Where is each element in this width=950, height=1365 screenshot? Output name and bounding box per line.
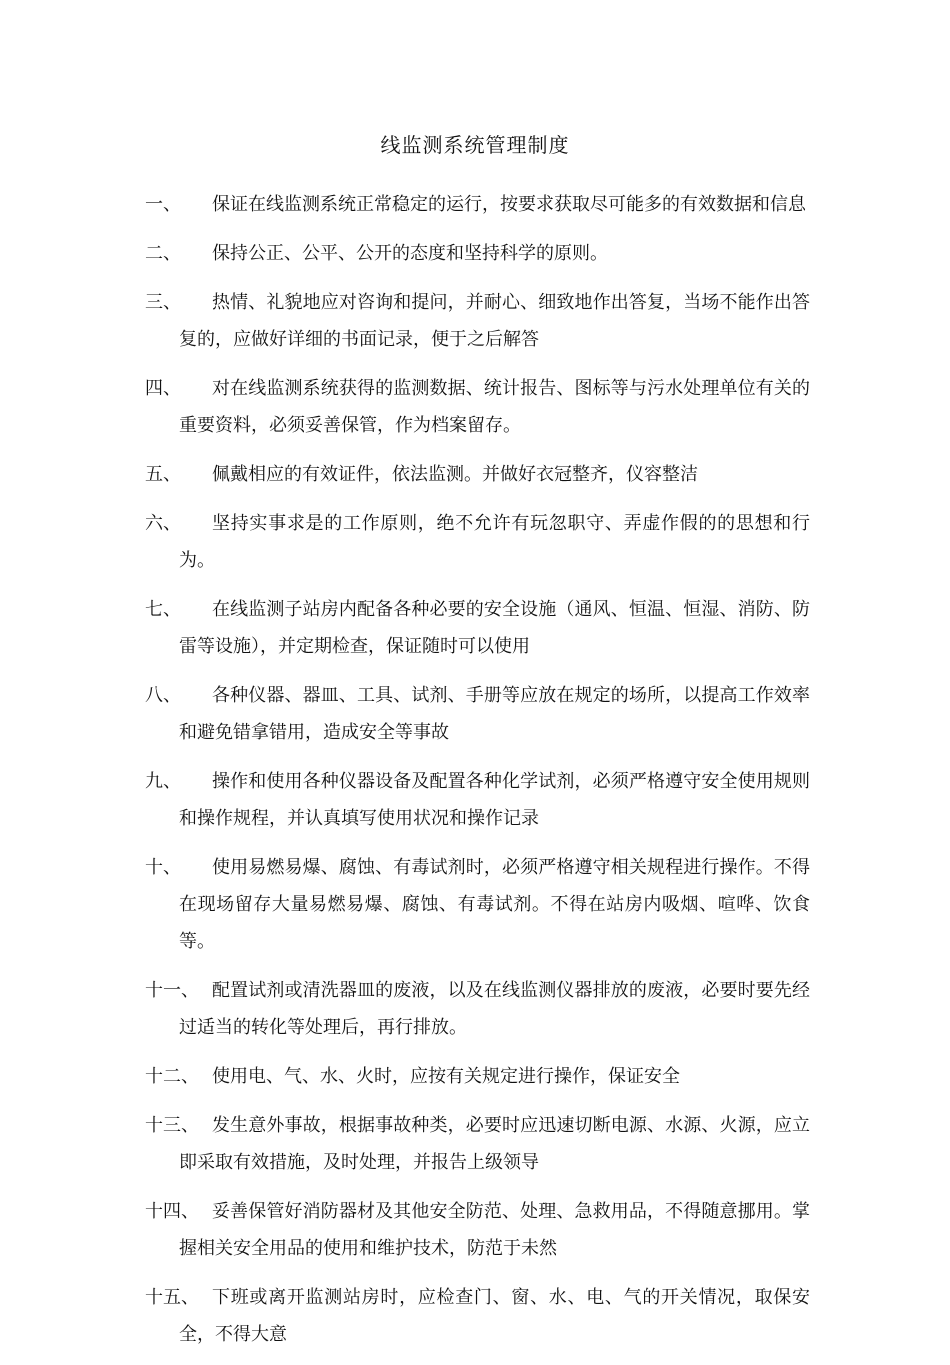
rule-item <box>145 677 810 751</box>
rule-text: 下班或离开监测站房时，应检查门、窗、水、电、气的开关情况，取保安全，不得大意 <box>179 1287 810 1345</box>
rule-text: 各种仪器、器皿、工具、试剂、手册等应放在规定的场所，以提高工作效率和避免错拿错用，造成安全等事故 <box>179 685 810 743</box>
rule-item <box>145 370 810 444</box>
rule-number: 十五、 <box>145 1287 199 1308</box>
rule-text: 在线监测子站房内配备各种必要的安全设施（通风、恒温、恒湿、消防、防雷等设施），并定期检查，保证随时可以使用 <box>179 599 810 657</box>
rule-number: 十四、 <box>145 1201 199 1222</box>
rule-item <box>145 186 810 223</box>
rule-text: 配置试剂或清洗器皿的废液，以及在线监测仪器排放的废液，必要时要先经过适当的转化等处理后，再行排放。 <box>179 980 810 1038</box>
rule-number: 五、 <box>145 464 181 485</box>
rule-number: 六、 <box>145 513 181 534</box>
rule-number: 九、 <box>145 771 181 792</box>
rule-item <box>145 284 810 358</box>
rule-text: 保持公正、公平、公开的态度和坚持科学的原则。 <box>212 243 608 264</box>
rule-text: 保证在线监测系统正常稳定的运行，按要求获取尽可能多的有效数据和信息 <box>212 194 806 215</box>
rule-text: 操作和使用各种仪器设备及配置各种化学试剂，必须严格遵守安全使用规则和操作规程，并认真填写使用状况和操作记录 <box>179 771 810 829</box>
rule-text: 热情、礼貌地应对咨询和提问，并耐心、细致地作出答复，当场不能作出答复的，应做好详细的书面记录，便于之后解答 <box>179 292 810 350</box>
rule-number: 七、 <box>145 599 181 620</box>
rule-item <box>145 972 810 1046</box>
rule-text: 妥善保管好消防器材及其他安全防范、处理、急救用品，不得随意挪用。掌握相关安全用品的使用和维护技术，防范于未然 <box>179 1201 810 1259</box>
rule-number: 十二、 <box>145 1066 199 1087</box>
rule-item <box>145 849 810 960</box>
rule-item <box>145 1107 810 1181</box>
rule-text: 坚持实事求是的工作原则，绝不允许有玩忽职守、弄虚作假的的思想和行为。 <box>179 513 810 571</box>
rule-item <box>145 235 810 272</box>
rule-item <box>145 505 810 579</box>
rule-text: 对在线监测系统获得的监测数据、统计报告、图标等与污水处理单位有关的重要资料，必须妥善保管，作为档案留存。 <box>179 378 810 436</box>
rule-number: 一、 <box>145 194 181 215</box>
rule-item <box>145 1279 810 1353</box>
rule-item <box>145 591 810 665</box>
rule-item <box>145 1193 810 1267</box>
document-title: 线监测系统管理制度 <box>380 133 570 157</box>
rule-text: 使用电、气、水、火时，应按有关规定进行操作，保证安全 <box>212 1066 680 1087</box>
rule-number: 四、 <box>145 378 181 399</box>
rule-number: 十三、 <box>145 1115 199 1136</box>
rules-list <box>145 186 810 1365</box>
rule-number: 八、 <box>145 685 181 706</box>
rule-number: 十、 <box>145 857 181 878</box>
rule-text: 佩戴相应的有效证件，依法监测。并做好衣冠整齐，仪容整洁 <box>212 464 698 485</box>
rule-text: 使用易燃易爆、腐蚀、有毒试剂时，必须严格遵守相关规程进行操作。不得在现场留存大量易燃易爆、腐蚀、有毒试剂。不得在站房内吸烟、喧哗、饮食等。 <box>179 857 810 952</box>
rule-text: 发生意外事故，根据事故种类，必要时应迅速切断电源、水源、火源，应立即采取有效措施，及时处理，并报告上级领导 <box>179 1115 810 1173</box>
rule-number: 十一、 <box>145 980 199 1001</box>
rule-number: 二、 <box>145 243 181 264</box>
rule-item <box>145 763 810 837</box>
rule-item <box>145 1058 810 1095</box>
rule-number: 三、 <box>145 292 181 313</box>
rule-item <box>145 456 810 493</box>
